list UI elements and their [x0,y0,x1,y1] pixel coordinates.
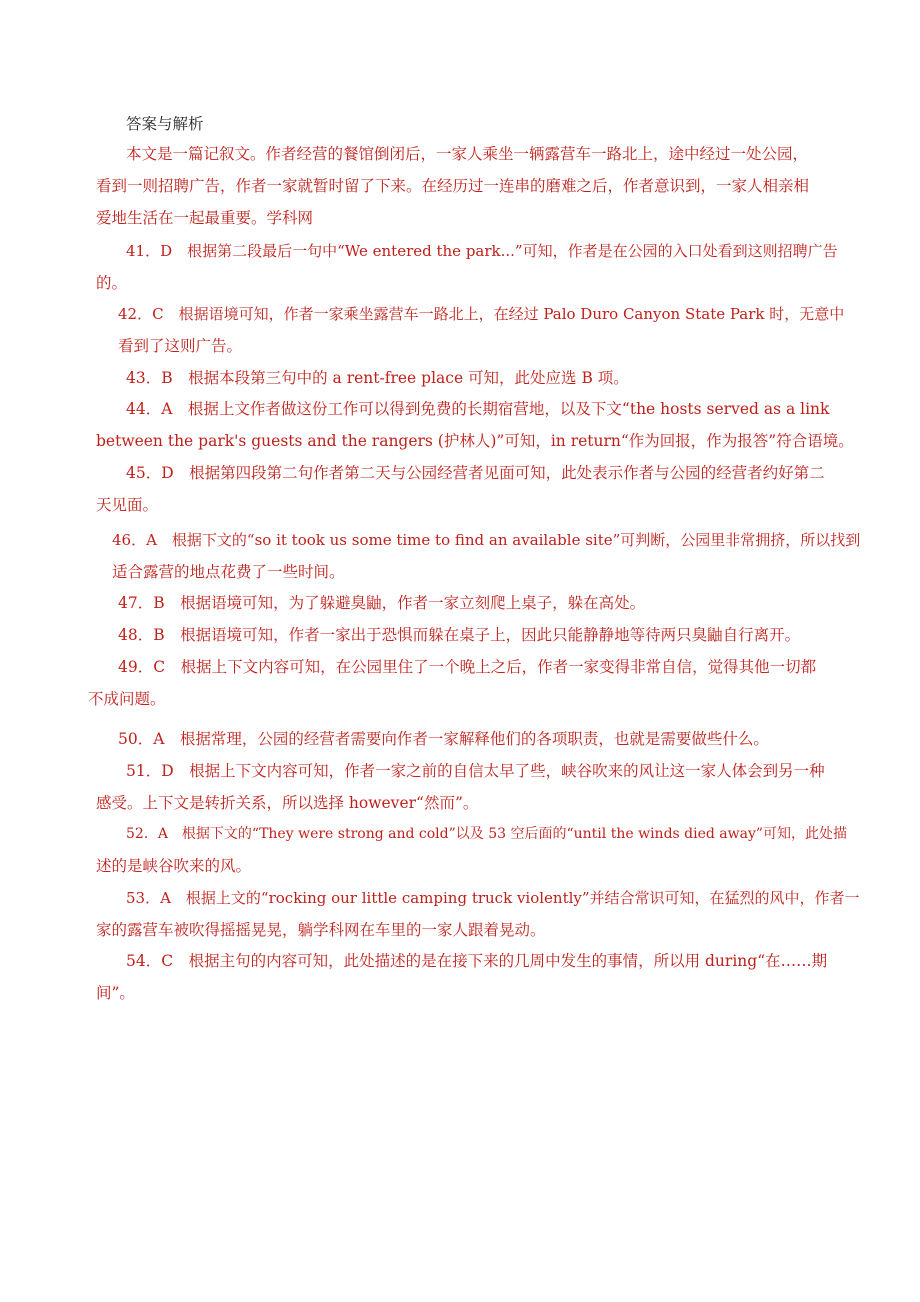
answer-line: 48．B 根据语境可知，作者一家出于恐惧而躲在桌子上，因此只能静静地等待两只臭鼬自行离开。 [118,626,801,644]
answer-line: 45．D 根据第四段第二句作者第二天与公园经营者见面可知，此处表示作者与公园的经营者约好第二 [126,464,825,482]
answer-item-52 [0,818,920,882]
answer-line: 42．C 根据语境可知，作者一家乘坐露营车一路北上，在经过 Palo Duro Canyon State Park 时，无意中 [118,305,845,323]
section-heading: 答案与解析 [126,115,204,133]
answer-line: 看到了这则广告。 [118,337,243,355]
answer-line: 的。 [96,274,128,292]
answer-line: 49．C 根据上下文内容可知，在公园里住了一个晚上之后，作者一家变得非常自信，觉得其他一切都 [118,658,817,676]
answer-item-47 [0,587,920,619]
answer-line: 53．A 根据上文的“rocking our little camping truck violently”并结合常识可知，在猛烈的风中，作者一 [126,889,860,907]
answer-line: 43．B 根据本段第三句中的 a rent-free place 可知，此处应选 B 项。 [126,369,629,387]
answer-line: 50．A 根据常理，公园的经营者需要向作者一家解释他们的各项职责，也就是需要做些什么。 [118,730,769,748]
answer-line: 44．A 根据上文作者做这份工作可以得到免费的长期宿营地，以及下文“the hosts served as a link [126,400,830,418]
answer-line: 述的是峡谷吹来的风。 [96,857,252,875]
answer-line: 感受。上下文是转折关系，所以选择 however“然而”。 [96,794,479,812]
answer-line: 不成问题。 [88,690,166,708]
answer-line: between the park's guests and the rangers (护林人)”可知，in return“作为回报，作为报答”符合语境。 [96,432,854,450]
answer-line: 47．B 根据语境可知，为了躲避臭鼬，作者一家立刻爬上桌子，躲在高处。 [118,594,646,612]
answer-line: 41．D 根据第二段最后一句中“We entered the park...”可知，作者是在公园的入口处看到这则招聘广告 [126,242,838,260]
summary-paragraph [0,138,920,234]
answer-item-51 [0,755,920,819]
answer-line: 54．C 根据主句的内容可知，此处描述的是在接下来的几周中发生的事情，所以用 during“在……期 [126,952,828,970]
answer-line: 46．A 根据下文的“so it took us some time to find an available site”可判断，公园里非常拥挤，所以找到 [112,531,861,549]
summary-line: 本文是一篇记叙文。作者经营的餐馆倒闭后，一家人乘坐一辆露营车一路北上，途中经过一处公园， [126,145,809,163]
answer-item-41 [0,235,920,299]
answer-item-48 [0,619,920,651]
answer-item-45 [0,457,920,521]
answer-item-50 [0,723,920,755]
answer-item-44 [0,393,920,457]
answer-line: 52．A 根据下文的“They were strong and cold”以及 53 空后面的“until the winds died away”可知，此处描 [126,826,848,842]
answer-item-49 [0,651,920,715]
answer-line: 适合露营的地点花费了一些时间。 [112,563,345,581]
answer-item-46 [0,524,920,588]
answer-line: 家的露营车被吹得摇摇晃晃，躺学科网在车里的一家人跟着晃动。 [96,921,546,939]
answer-item-43 [0,362,920,394]
answer-line: 51．D 根据上下文内容可知，作者一家之前的自信太早了些，峡谷吹来的风让这一家人体会到另一种 [126,762,825,780]
answer-line: 间”。 [96,984,135,1002]
answer-item-53 [0,882,920,946]
summary-line: 看到一则招聘广告，作者一家就暂时留了下来。在经历过一连串的磨难之后，作者意识到，一家人相亲相 [96,177,810,195]
answer-item-54 [0,945,920,1009]
answer-item-42 [0,298,920,362]
answer-line: 天见面。 [96,496,159,514]
summary-line: 爱地生活在一起最重要。学科网 [96,209,314,227]
